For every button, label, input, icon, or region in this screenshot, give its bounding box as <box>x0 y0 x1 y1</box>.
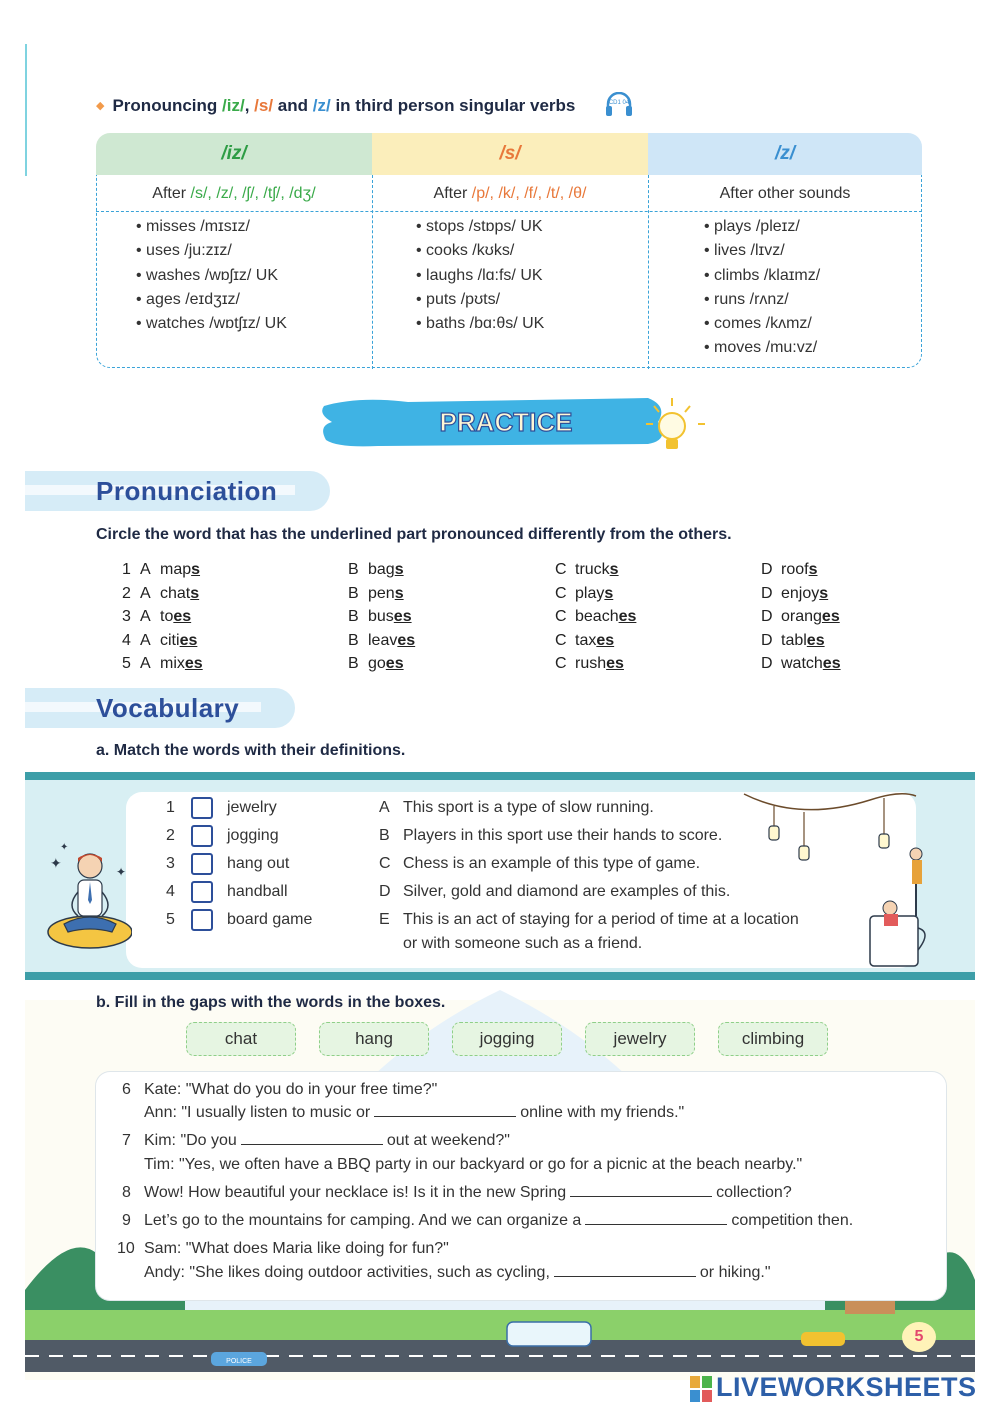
question-number: 2 <box>122 584 131 602</box>
gap-input-7[interactable] <box>241 1130 383 1145</box>
sentence-8: 8 Wow! How beautiful your necklace is! Is it in the new Spring collection? <box>122 1184 792 1201</box>
option-letter: C <box>555 631 567 649</box>
meditation-illustration <box>42 840 132 950</box>
underlined-ending: s <box>191 561 201 578</box>
lightbulb-icon <box>640 394 710 460</box>
match-number: 2 <box>166 827 175 844</box>
word-stem: watch <box>781 655 823 672</box>
match-number: 5 <box>166 911 175 928</box>
question-2-option-d[interactable] <box>761 583 828 605</box>
underlined-ending: es <box>385 655 404 672</box>
underlined-ending: es <box>397 631 416 649</box>
definition-text: This is an act of staying for a period of time at a location <box>403 911 799 928</box>
question-1-option-d[interactable] <box>761 559 817 581</box>
word-stem: map <box>160 561 192 578</box>
list-item: • watches /wɒtʃɪz/ UK <box>136 312 287 336</box>
section-heading: ◆ Pronouncing /iz/, /s/ and /z/ in third person singular verbs <box>96 96 576 115</box>
word-stem: play <box>575 584 605 602</box>
match-word: jewelry <box>227 799 277 816</box>
sentence-7-line-1: 7 Kim: "Do you out at weekend?" <box>122 1132 510 1149</box>
definition-text: Chess is an example of this type of game. <box>403 855 701 872</box>
sentence-6-line-1: 6 Kate: "What do you do in your free time?" <box>122 1081 438 1098</box>
rule-s: After /p/, /k/, /f/, /t/, /θ/ <box>433 185 587 202</box>
definition-letter: C <box>379 855 391 872</box>
practice-banner <box>318 396 670 448</box>
definition-letter: A <box>379 799 390 816</box>
column-header-iz: /iz/ <box>96 133 372 175</box>
match-word: hang out <box>227 855 290 872</box>
option-letter: C <box>555 584 567 602</box>
question-5-option-b[interactable] <box>348 653 404 675</box>
underlined-ending: es <box>618 608 637 625</box>
question-5-option-d[interactable] <box>761 653 841 675</box>
row-divider <box>96 211 922 212</box>
list-item: • laughs /lɑ:fs/ UK <box>416 264 544 288</box>
question-3-option-d[interactable] <box>761 606 840 628</box>
question-3-option-b[interactable] <box>348 606 412 628</box>
question-1-option-c[interactable] <box>555 559 619 581</box>
option-letter: A <box>140 655 151 672</box>
definition-letter: B <box>379 827 390 844</box>
list-item: • baths /bɑ:θs/ UK <box>416 312 544 336</box>
rule-iz: After /s/, /z/, /ʃ/, /tʃ/, /dʒ/ <box>152 185 316 202</box>
pronunciation-instruction: Circle the word that has the underlined part pronounced differently from the others. <box>96 526 732 543</box>
word-box-climbing: climbing <box>718 1022 828 1056</box>
list-item: • cooks /kʊks/ <box>416 239 544 263</box>
list-item: • plays /pleɪz/ <box>704 215 820 239</box>
liveworksheets-logo-icon <box>690 1376 712 1402</box>
diamond-bullet-icon: ◆ <box>96 100 105 112</box>
list-item: • puts /pʊts/ <box>416 288 544 312</box>
answer-box-3[interactable] <box>191 853 213 875</box>
match-number: 4 <box>166 883 175 900</box>
underlined-ending: es <box>179 631 198 649</box>
liveworksheets-brand: LIVEWORKSHEETS <box>716 1372 977 1402</box>
option-letter: B <box>348 584 359 602</box>
question-number: 3 <box>122 608 131 625</box>
underlined-ending: es <box>821 608 840 625</box>
word-box-jogging: jogging <box>452 1022 562 1056</box>
question-2-option-a[interactable] <box>122 583 199 605</box>
underlined-ending: s <box>394 561 404 578</box>
option-letter: A <box>140 584 151 602</box>
underlined-ending: s <box>808 561 818 578</box>
list-item: • stops /stɒps/ UK <box>416 215 544 239</box>
answer-box-4[interactable] <box>191 881 213 903</box>
option-letter: D <box>761 608 773 625</box>
list-item: • climbs /klaɪmz/ <box>704 264 820 288</box>
underlined-ending: es <box>596 631 615 649</box>
rule-z: After other sounds <box>719 185 851 202</box>
match-word: jogging <box>227 827 279 844</box>
word-stem: to <box>160 608 174 625</box>
list-item: • moves /mu:vz/ <box>704 336 820 360</box>
svg-text:PRACTICE: PRACTICE <box>439 407 573 437</box>
question-2-option-c[interactable] <box>555 583 613 605</box>
definition-letter: E <box>379 911 390 928</box>
match-number: 1 <box>166 799 175 816</box>
question-5-option-a[interactable] <box>122 653 203 675</box>
word-stem: mix <box>160 655 185 672</box>
gap-input-6[interactable] <box>374 1102 516 1117</box>
word-stem: chat <box>160 584 191 602</box>
sounds-table <box>96 133 922 369</box>
option-letter: C <box>555 655 567 672</box>
option-letter: B <box>348 631 359 649</box>
word-stem: rush <box>575 655 607 672</box>
question-3-option-c[interactable] <box>555 606 636 628</box>
option-letter: A <box>140 561 151 578</box>
underlined-ending: s <box>819 584 829 602</box>
word-stem: tax <box>575 631 597 649</box>
word-box-jewelry: jewelry <box>585 1022 695 1056</box>
lamps-mug-illustration <box>740 792 936 968</box>
vocabulary-title: Vocabulary <box>96 693 240 723</box>
word-stem: leav <box>368 631 398 649</box>
underlined-ending: es <box>393 608 412 625</box>
list-item: • comes /kʌmz/ <box>704 312 820 336</box>
question-1-option-a[interactable] <box>122 559 200 581</box>
match-word: board game <box>227 911 313 928</box>
svg-text:CD1 04: CD1 04 <box>608 100 630 106</box>
word-stem: bag <box>368 561 395 578</box>
word-stem: truck <box>575 561 610 578</box>
list-item: • uses /ju:zɪz/ <box>136 239 287 263</box>
option-letter: C <box>555 561 567 578</box>
list-item: • lives /lɪvz/ <box>704 239 820 263</box>
sentence-10-line-2: Andy: "She likes doing outdoor activities, such as cycling, or hiking." <box>144 1264 771 1281</box>
question-4-option-c[interactable] <box>555 630 614 652</box>
gap-input-8[interactable] <box>570 1182 712 1197</box>
gap-input-10[interactable] <box>554 1262 696 1277</box>
svg-text:✦: ✦ <box>116 865 127 879</box>
column-header-s: /s/ <box>372 133 648 175</box>
definition-text: Players in this sport use their hands to score. <box>403 827 723 844</box>
sentence-10-line-1: 10 Sam: "What does Maria like doing for fun?" <box>117 1240 449 1257</box>
word-stem: roof <box>781 561 809 578</box>
pronunciation-title: Pronunciation <box>96 476 278 506</box>
match-word: handball <box>227 883 288 900</box>
question-5-option-c[interactable] <box>555 653 624 675</box>
list-item: • washes /wɒʃɪz/ UK <box>136 264 287 288</box>
option-letter: D <box>761 631 773 649</box>
word-stem: go <box>368 655 386 672</box>
column-header-z: /z/ <box>648 133 922 175</box>
list-item: • misses /mɪsɪz/ <box>136 215 287 239</box>
question-number: 4 <box>122 631 131 649</box>
match-number: 3 <box>166 855 175 872</box>
definition-text-continued: or with someone such as a friend. <box>403 935 643 952</box>
question-3-option-a[interactable] <box>122 606 191 628</box>
question-number: 5 <box>122 655 131 672</box>
vocabulary-instruction-a: a. Match the words with their definitions. <box>96 742 406 759</box>
answer-box-1[interactable] <box>191 797 213 819</box>
svg-text:POLICE: POLICE <box>226 1358 252 1365</box>
underlined-ending: es <box>184 655 203 672</box>
underlined-ending: s <box>604 584 614 602</box>
svg-text:✦: ✦ <box>50 855 62 871</box>
definition-text: Silver, gold and diamond are examples of this. <box>403 883 731 900</box>
option-letter: D <box>761 655 773 672</box>
underlined-ending: es <box>806 631 825 649</box>
word-stem: citi <box>160 631 180 649</box>
question-1-option-b[interactable] <box>348 559 404 581</box>
list-item: • runs /rʌnz/ <box>704 288 820 312</box>
question-2-option-b[interactable] <box>348 583 404 605</box>
sentence-9: 9 Let’s go to the mountains for camping. And we can organize a competition then. <box>122 1212 854 1229</box>
headphones-audio-icon[interactable] <box>604 92 634 118</box>
option-letter: C <box>555 608 567 625</box>
option-letter: D <box>761 561 773 578</box>
word-stem: beach <box>575 608 619 625</box>
underlined-ending: es <box>173 608 192 625</box>
question-4-option-b[interactable] <box>348 630 415 652</box>
word-stem: pen <box>368 584 395 602</box>
word-box-chat: chat <box>186 1022 296 1056</box>
definition-text: This sport is a type of slow running. <box>403 799 654 816</box>
page-number: 5 <box>902 1322 936 1352</box>
sentence-7-line-2: Tim: "Yes, we often have a BBQ party in our backyard or go for a picnic at the beach nearby." <box>144 1156 803 1173</box>
question-4-option-d[interactable] <box>761 630 825 652</box>
examples-list-s <box>416 215 544 336</box>
examples-list-iz <box>136 215 287 336</box>
option-letter: D <box>761 584 773 602</box>
margin-rule <box>25 44 27 176</box>
answer-box-5[interactable] <box>191 909 213 931</box>
option-letter: B <box>348 608 359 625</box>
question-number: 1 <box>122 561 131 578</box>
svg-text:✦: ✦ <box>60 842 69 853</box>
gap-input-9[interactable] <box>585 1210 727 1225</box>
answer-box-2[interactable] <box>191 825 213 847</box>
underlined-ending: es <box>822 655 841 672</box>
word-stem: orang <box>781 608 822 625</box>
word-stem: tabl <box>781 631 807 649</box>
underlined-ending: s <box>394 584 404 602</box>
option-letter: A <box>140 608 151 625</box>
sentence-6-line-2: Ann: "I usually listen to music or online with my friends." <box>144 1104 685 1121</box>
underlined-ending: es <box>606 655 624 672</box>
option-letter: A <box>140 631 151 649</box>
option-letter: B <box>348 561 359 578</box>
word-stem: bus <box>368 608 394 625</box>
underlined-ending: s <box>609 561 619 578</box>
word-stem: enjoy <box>781 584 820 602</box>
list-item: • ages /eɪdʒɪz/ <box>136 288 287 312</box>
question-4-option-a[interactable] <box>122 630 197 652</box>
word-box-hang: hang <box>319 1022 429 1056</box>
definition-letter: D <box>379 883 391 900</box>
underlined-ending: s <box>190 584 200 602</box>
examples-list-z <box>704 215 820 361</box>
option-letter: B <box>348 655 359 672</box>
vocabulary-instruction-b: b. Fill in the gaps with the words in the boxes. <box>96 994 446 1011</box>
